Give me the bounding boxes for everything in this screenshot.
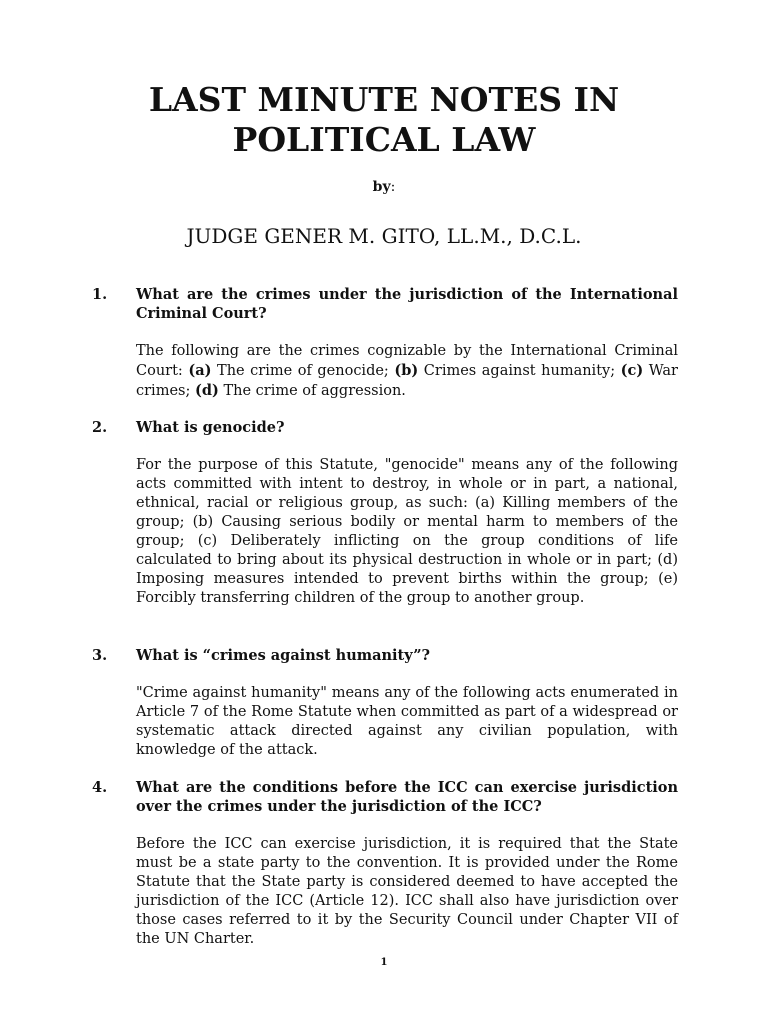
item-number: 4. [92, 779, 108, 796]
answer-text-b: Crimes against humanity; [418, 363, 621, 379]
by-line [84, 178, 684, 196]
title-line-2: POLITICAL LAW [232, 120, 536, 159]
page-number: 1 [380, 957, 388, 968]
item-question: What is genocide? [136, 419, 285, 436]
item-number: 2. [92, 419, 108, 436]
list-item-1 [92, 285, 678, 401]
document-title [84, 80, 684, 160]
by-label: by [372, 179, 391, 195]
item-answer [136, 342, 678, 401]
answer-label-b: (b) [394, 362, 419, 379]
item-number: 3. [92, 647, 108, 664]
item-question: What are the conditions before the ICC can exercise jurisdiction over the crimes under the jurisdiction of the ICC? [136, 779, 678, 815]
list-item-3 [92, 646, 678, 760]
item-question: What are the crimes under the jurisdiction of the International Criminal Court? [136, 286, 678, 322]
item-answer: Before the ICC can exercise jurisdiction, it is required that the State must be a state party to the convention. It is provided under the Rome Statute that the State party is considered deemed to have accepted the jurisdiction of the ICC (Article 12). ICC shall also have jurisdiction over those cases referred to it by the Security Council under Chapter VII of the UN Charter. [136, 836, 678, 947]
item-answer: "Crime against humanity" means any of the following acts enumerated in Article 7 of the Rome Statute when committed as part of a widespread or systematic attack directed against any civilian population, with knowledge of the attack. [136, 685, 678, 758]
answer-label-d: (d) [194, 382, 219, 399]
answer-text-a: The crime of genocide; [211, 363, 395, 379]
item-answer: For the purpose of this Statute, "genocide" means any of the following acts committed with intent to destroy, in whole or in part, a national, ethnical, racial or religious group, as such: (a) Killing members of the group; (b) Causing serious bodily or mental harm to members of the group; (c) Deliberately inflicting on the group conditions of life calculated to bring about its physical destruction in whole or in part; (d) Imposing measures intended to prevent births within the group; (e) Forcibly transferring children of the group to another group. [136, 457, 678, 606]
item-number: 1. [92, 286, 108, 303]
list-item-4 [92, 778, 678, 949]
answer-label-a: (a) [188, 362, 212, 379]
author-name: JUDGE GENER M. GITO, LL.M., D.C.L. [186, 224, 582, 248]
answer-label-c: (c) [620, 362, 644, 379]
by-colon: : [390, 179, 396, 195]
answer-intro: The following are the crimes cognizable by the International Criminal Court: [136, 343, 678, 379]
item-question: What is “crimes against humanity”? [136, 647, 431, 664]
list-item-2 [92, 418, 678, 608]
answer-text-d: The crime of aggression. [218, 383, 406, 399]
title-line-1: LAST MINUTE NOTES IN [148, 80, 620, 119]
answer-text-c: War crimes; [136, 363, 678, 399]
